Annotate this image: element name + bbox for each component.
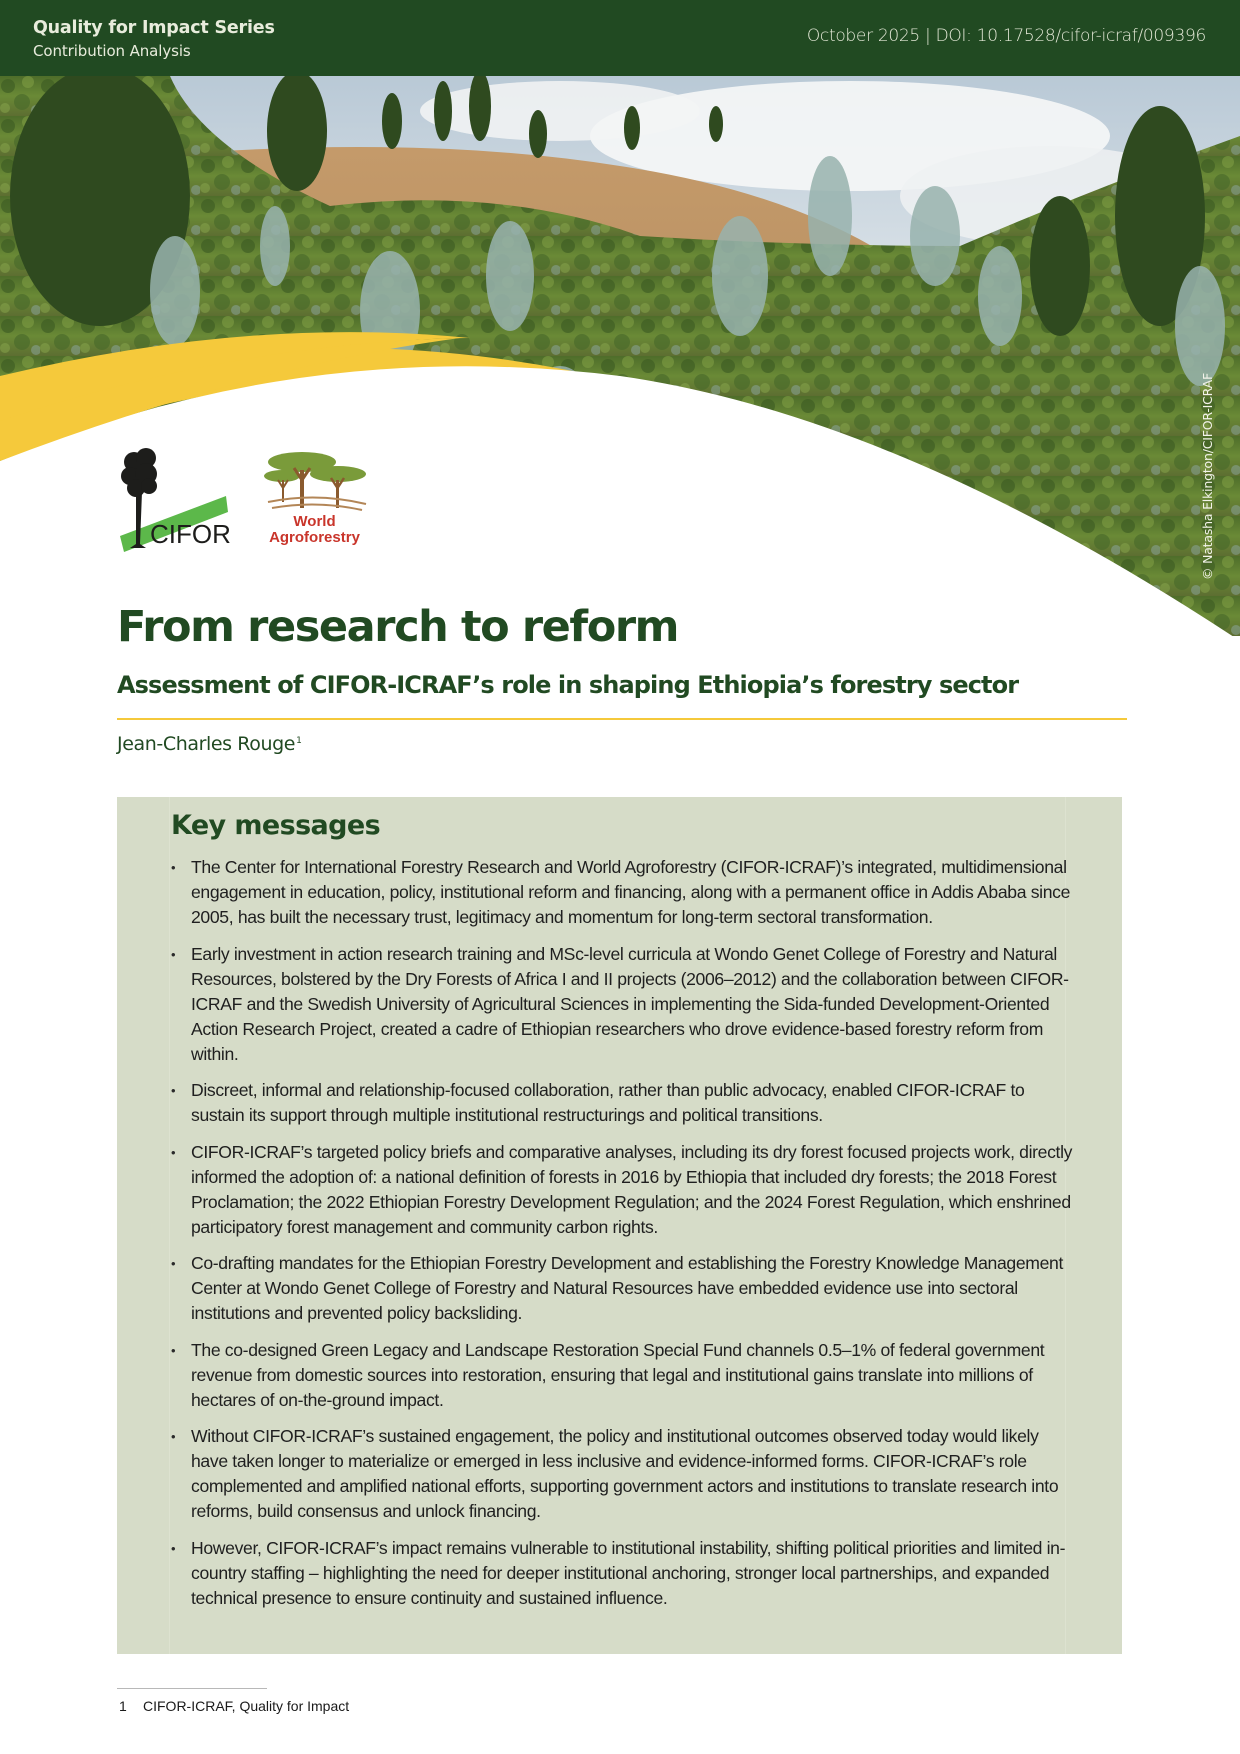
acacia-trees-icon	[262, 446, 372, 516]
key-messages-list	[171, 855, 1076, 1622]
page-subtitle: Assessment of CIFOR-ICRAF’s role in shaping Ethiopia’s forestry sector	[117, 671, 1019, 699]
key-message-item: • However, CIFOR-ICRAF’s impact remains vulnerable to institutional instability, shifting political priorities and limited in-country staffing – highlighting the need for deeper institutional anchoring, stronger local partnerships, and expanded technical presence to ensure continuity and sustained influence.	[171, 1536, 1076, 1611]
key-message-item: • Discreet, informal and relationship-focused collaboration, rather than public advocacy, enabled CIFOR-ICRAF to sustain its support through multiple institutional restructurings and political transitions.	[171, 1078, 1076, 1128]
key-message-item: • Without CIFOR-ICRAF’s sustained engagement, the policy and institutional outcomes observed today would likely have taken longer to materialize or emerged in less inclusive and evidence-informed forms. CIFOR-ICRAF’s role complemented and amplified national efforts, supporting government actors and institutions to translate research into reforms, build consensus and unlock financing.	[171, 1424, 1076, 1524]
footnote	[119, 1698, 349, 1714]
footnote-number: 1	[119, 1698, 127, 1714]
key-message-item: • The co-designed Green Legacy and Landscape Restoration Special Fund channels 0.5–1% of federal government revenue from domestic sources into restoration, ensuring that legal and institutional gains translate into millions of hectares of on-the-ground impact.	[171, 1338, 1076, 1413]
box-guide-left	[169, 797, 170, 1654]
header-band	[0, 0, 1240, 76]
key-messages-box	[117, 797, 1122, 1654]
series-subtitle: Contribution Analysis	[33, 42, 191, 60]
world-agroforestry-wordmark-line1: World	[293, 513, 336, 530]
title-divider	[117, 718, 1127, 720]
world-agroforestry-wordmark-line2: Agroforestry	[269, 529, 360, 546]
key-messages-heading: Key messages	[171, 810, 381, 841]
series-name: Quality for Impact Series	[33, 18, 275, 38]
key-message-item: • Co-drafting mandates for the Ethiopian Forestry Development and establishing the Forestry Knowledge Management Center at Wondo Genet College of Forestry and Natural Resources have embedded evidence use into sectoral institutions and prevented policy backsliding.	[171, 1251, 1076, 1326]
key-message-item: • The Center for International Forestry Research and World Agroforestry (CIFOR-ICRAF)’s integrated, multidimensional engagement in education, policy, institutional reform and financing, along with a permanent office in Addis Ababa since 2005, has built the necessary trust, legitimacy and momentum for long-term sectoral transformation.	[171, 855, 1076, 930]
page-title: From research to reform	[117, 602, 679, 652]
author-name: Jean-Charles Rouge	[117, 733, 296, 755]
author-line	[117, 733, 301, 755]
key-message-item: • Early investment in action research training and MSc-level curricula at Wondo Genet College of Forestry and Natural Resources, bolstered by the Dry Forests of Africa I and II projects (2006–2012) and the collaboration between CIFOR-ICRAF and the Swedish University of Agricultural Sciences in implementing the Sida-funded Development-Oriented Action Research Project, created a cadre of Ethiopian researchers who drove evidence-based forestry reform from within.	[171, 942, 1076, 1067]
photo-credit: © Natasha Elkington/CIFOR-ICRAF	[1200, 372, 1215, 580]
date-doi: October 2025 | DOI: 10.17528/cifor-icraf/009396	[806, 26, 1206, 46]
key-message-item: • CIFOR-ICRAF’s targeted policy briefs and comparative analyses, including its dry forest focused projects work, directly informed the adoption of: a national definition of forests in 2016 by Ethiopia that included dry forests; the 2018 Forest Proclamation; the 2022 Ethiopian Forestry Development Regulation; and the 2024 Forest Regulation, which enshrined participatory forest management and community carbon rights.	[171, 1140, 1076, 1240]
footnote-text: CIFOR-ICRAF, Quality for Impact	[143, 1698, 350, 1714]
author-footnote-mark: 1	[296, 736, 302, 746]
footnote-divider	[117, 1688, 267, 1689]
cifor-wordmark: CIFOR	[150, 519, 231, 549]
